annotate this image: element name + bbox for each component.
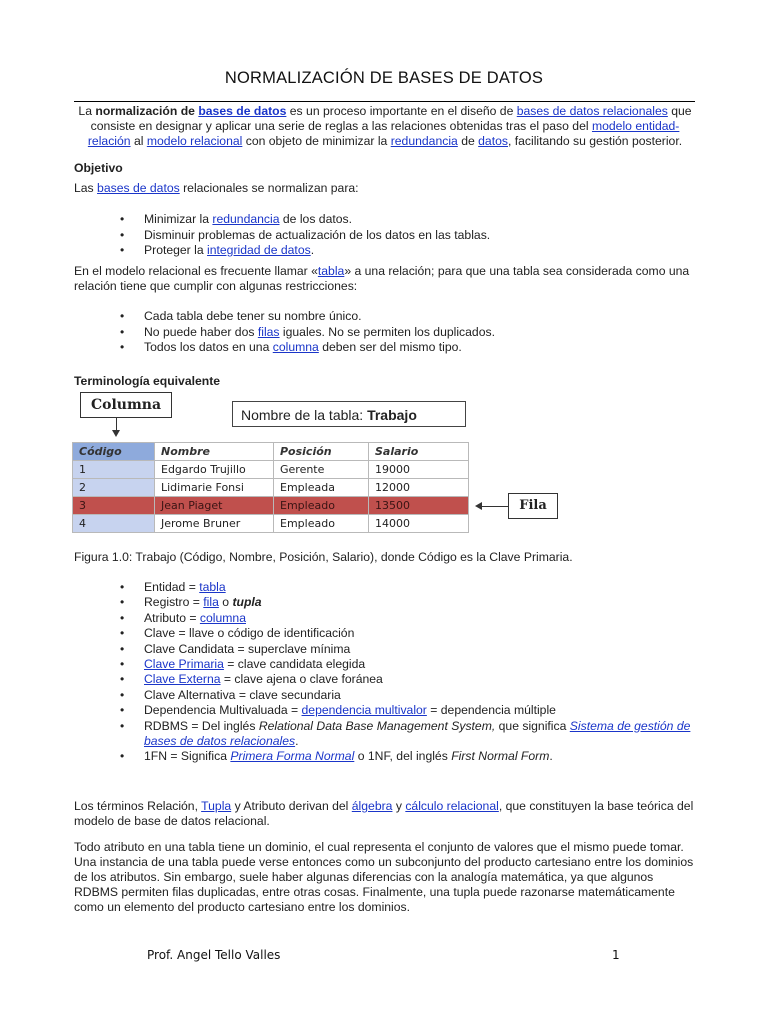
link-primera-forma-normal[interactable]: Primera Forma Normal (230, 749, 355, 764)
list-item (74, 340, 696, 356)
list-item (74, 719, 696, 750)
intro-text: , facilitando su gestión posterior. (507, 134, 683, 148)
intro-text: que consiste en designar y aplicar una serie de reglas a las relaciones obtenidas tras el paso del (90, 104, 692, 133)
cell-codigo: 1 (73, 461, 155, 479)
list-text: = clave candidata elegida (223, 657, 366, 672)
link-redundancia[interactable]: redundancia (212, 212, 280, 226)
figure-caption: Figura 1.0: Trabajo (Código, Nombre, Posición, Salario), donde Código es la Clave Primaria. (74, 550, 573, 564)
link-redundancia[interactable]: redundancia (390, 134, 458, 148)
modelo-text: » a una relación; para que una tabla sea considerada como una relación tiene que cumplir con algunas restricciones: (74, 264, 690, 293)
first-normal-form-term: First Normal Form (451, 749, 550, 764)
cell-posicion: Empleada (274, 479, 369, 497)
down-arrow-head-icon (112, 430, 120, 437)
intro-text: es un proceso importante en el diseño de (286, 104, 517, 118)
link-columna[interactable]: columna (272, 340, 319, 354)
cell-codigo: 3 (73, 497, 155, 515)
list-item: • Clave Candidata = superclave mínima (74, 642, 696, 657)
list-text: iguales. No se permiten los duplicados. (279, 324, 495, 339)
list-item: • Cada tabla debe tener su nombre único. (74, 309, 696, 325)
link-algebra[interactable]: álgebra (351, 799, 393, 813)
closing-text: y (392, 799, 406, 813)
objetivo-text: relacionales se normalizan para: (179, 181, 359, 195)
cell-codigo: 4 (73, 515, 155, 533)
cell-salario: 13500 (369, 497, 469, 515)
closing-text: Los términos Relación, (74, 799, 202, 813)
list-text: . (549, 749, 553, 764)
table-row (73, 461, 469, 479)
list-text: = clave ajena o clave foránea (220, 672, 383, 687)
cell-salario: 12000 (369, 479, 469, 497)
link-datos[interactable]: datos (478, 134, 508, 148)
link-fila[interactable]: fila (203, 595, 219, 610)
header-posicion: Posición (274, 443, 369, 461)
list-text: de los datos. (279, 212, 352, 226)
cell-salario: 19000 (369, 461, 469, 479)
terms-list (74, 580, 696, 765)
list-item: • Clave = llave o código de identificación (74, 626, 696, 641)
list-text: . (310, 243, 315, 257)
closing-paragraph-1 (74, 799, 696, 829)
cell-posicion: Empleado (274, 515, 369, 533)
link-columna[interactable]: columna (199, 610, 246, 625)
modelo-text: En el modelo relacional es frecuente llamar « (74, 264, 318, 278)
link-modelo-entidad-relacion[interactable]: modelo entidad-relación (87, 119, 680, 148)
cell-nombre: Edgardo Trujillo (155, 461, 274, 479)
closing-paragraph-2: Todo atributo en una tabla tiene un dominio, el cual representa el conjunto de valores que el mismo puede tomar. Una instancia de una tabla puede verse entonces como un subconjunto del producto cartesiano entre los dominios de los atributos. Sin embargo, suele haber algunas diferencias con la analogía matemática, ya que algunos RDBMS permiten filas duplicadas, entre otras cosas. Finalmente, una tupla puede razonarse matemáticamente como un elemento del producto cartesiano entre los dominios. (74, 840, 694, 914)
table-name-box (232, 401, 466, 427)
objetivo-list (74, 212, 696, 259)
intro-text: La (78, 104, 96, 118)
table-name: Trabajo (367, 407, 417, 423)
columna-label: Columna (80, 392, 172, 418)
header-nombre: Nombre (155, 443, 274, 461)
cell-nombre: Jean Piaget (155, 497, 274, 515)
page-number: 1 (612, 948, 620, 962)
link-tabla[interactable]: tabla (199, 580, 226, 594)
list-item: • Disminuir problemas de actualización de los datos en las tablas. (74, 228, 696, 244)
closing-text: , que constituyen la base teórica del modelo de base de datos relacional. (74, 799, 694, 828)
link-clave-primaria[interactable]: Clave Primaria (144, 657, 224, 672)
list-text: Proteger la (144, 243, 208, 257)
cell-nombre: Lidimarie Fonsi (155, 479, 274, 497)
list-text: o 1NF, del inglés (354, 749, 452, 764)
link-tupla[interactable]: Tupla (201, 799, 232, 813)
list-item: • Clave Alternativa = clave secundaria (74, 688, 696, 703)
list-text: Dependencia Multivaluada = (144, 703, 302, 718)
list-text: que significa (495, 718, 570, 733)
link-calculo-relacional[interactable]: cálculo relacional (405, 799, 499, 813)
tupla-emphasis: tupla (232, 595, 262, 610)
list-text: 1FN = Significa (144, 749, 231, 764)
link-sistema-gestion-bd[interactable]: Sistema de gestión de bases de datos relacionales (144, 718, 691, 749)
table-row (73, 479, 469, 497)
link-bases-de-datos-relacionales[interactable]: bases de datos relacionales (516, 104, 668, 118)
link-clave-externa[interactable]: Clave Externa (144, 672, 221, 687)
header-codigo: Código (73, 443, 155, 461)
table-name-prefix: Nombre de la tabla: (241, 407, 368, 423)
list-text: Entidad = (144, 580, 200, 594)
rdbms-english-term: Relational Data Base Management System, (258, 718, 496, 733)
list-text: o (218, 595, 233, 610)
list-item (74, 749, 696, 764)
link-bases-de-datos[interactable]: bases de datos (97, 181, 180, 195)
list-text: = dependencia múltiple (426, 703, 556, 718)
closing-text: y Atributo derivan del (231, 799, 352, 813)
cell-posicion: Empleado (274, 497, 369, 515)
table-row-highlighted (73, 497, 469, 515)
link-dependencia-multivalor[interactable]: dependencia multivalor (301, 703, 427, 718)
footer-author: Prof. Angel Tello Valles (147, 948, 281, 962)
trabajo-table (72, 442, 469, 533)
list-item (74, 243, 696, 259)
trabajo-figure (72, 390, 562, 540)
intro-text: de (457, 134, 479, 148)
objetivo-heading: Objetivo (74, 161, 123, 175)
list-text: . (295, 734, 299, 749)
cell-salario: 14000 (369, 515, 469, 533)
cell-nombre: Jerome Bruner (155, 515, 274, 533)
table-row (73, 515, 469, 533)
left-arrow-icon (478, 506, 508, 507)
list-text: No puede haber dos (144, 324, 258, 339)
title-divider (74, 101, 695, 102)
intro-text: con objeto de minimizar la (242, 134, 391, 148)
intro-bold-text: normalización de (95, 104, 199, 118)
list-item (74, 580, 696, 595)
list-text: deben ser del mismo tipo. (318, 340, 462, 354)
list-item (74, 212, 696, 228)
link-tabla[interactable]: tabla (317, 264, 345, 278)
intro-text: al (130, 134, 147, 148)
list-item (74, 611, 696, 626)
link-filas[interactable]: filas (257, 324, 280, 339)
objetivo-text: Las (74, 181, 98, 195)
modelo-paragraph (74, 264, 696, 294)
cell-posicion: Gerente (274, 461, 369, 479)
list-item (74, 595, 696, 610)
restricciones-list (74, 309, 696, 356)
link-modelo-relacional[interactable]: modelo relacional (146, 134, 243, 148)
list-item (74, 325, 696, 341)
header-salario: Salario (369, 443, 469, 461)
link-integridad-de-datos[interactable]: integridad de datos (207, 243, 311, 257)
list-item (74, 703, 696, 718)
page-title: NORMALIZACIÓN DE BASES DE DATOS (224, 69, 544, 87)
cell-codigo: 2 (73, 479, 155, 497)
list-item (74, 672, 696, 687)
list-item (74, 657, 696, 672)
list-text: Registro = (144, 595, 204, 610)
terminologia-heading: Terminología equivalente (74, 374, 221, 388)
list-text: RDBMS = Del inglés (144, 718, 259, 733)
link-bases-de-datos[interactable]: bases de datos (198, 104, 287, 118)
table-header-row (73, 443, 469, 461)
list-text: Atributo = (144, 610, 200, 625)
list-text: Todos los datos en una (144, 340, 273, 354)
intro-paragraph (74, 104, 696, 149)
objetivo-paragraph (74, 181, 696, 196)
fila-label: Fila (508, 493, 558, 519)
list-text: Minimizar la (144, 212, 213, 226)
